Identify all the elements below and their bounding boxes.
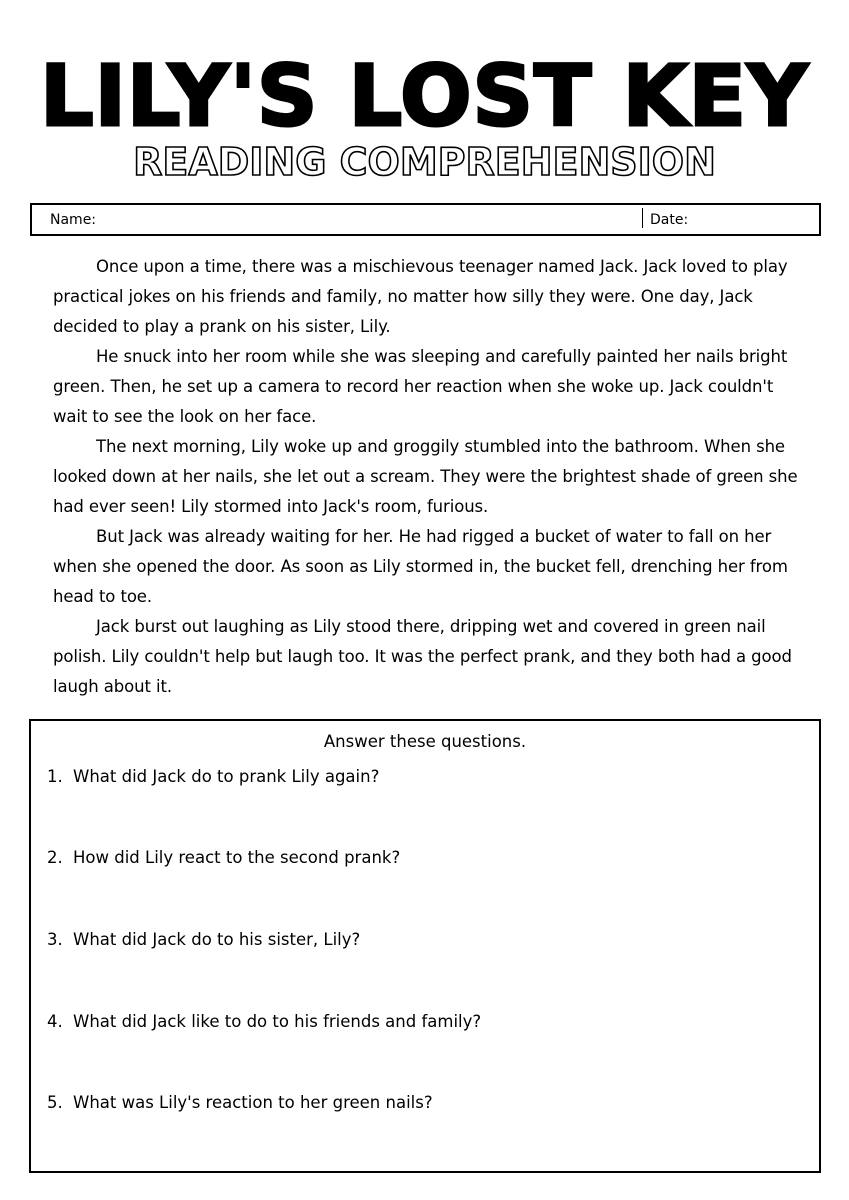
story-paragraph: He snuck into her room while she was sleeping and carefully painted her nails bright green. Then, he set up a camera to record her reaction when she woke up. Jack couldn't wait to see the look on her face. <box>53 347 788 426</box>
question-text: What did Jack like to do to his friends and family? <box>73 1012 482 1031</box>
questions-heading: Answer these questions. <box>323 732 527 751</box>
name-label: Name: <box>50 212 97 228</box>
questions-box <box>29 719 821 1173</box>
date-label: Date: <box>650 212 689 228</box>
question-item <box>47 929 360 951</box>
question-text: How did Lily react to the second prank? <box>73 848 401 867</box>
question-number: 5. <box>47 1093 63 1112</box>
question-item <box>47 1011 481 1033</box>
question-text: What did Jack do to his sister, Lily? <box>73 930 361 949</box>
story-paragraph: The next morning, Lily woke up and groggily stumbled into the bathroom. When she looked down at her nails, she let out a scream. They were the brightest shade of green she had ever seen! Lily stormed into Jack's room, furious. <box>53 437 798 516</box>
name-date-divider <box>642 208 643 228</box>
question-item <box>47 1092 433 1114</box>
question-item <box>47 766 379 788</box>
story-text <box>53 252 799 702</box>
student-info-box <box>30 203 821 236</box>
story-paragraph: Jack burst out laughing as Lily stood there, dripping wet and covered in green nail polish. Lily couldn't help but laugh too. It was the perfect prank, and they both had a good laugh about it. <box>53 617 792 696</box>
question-number: 4. <box>47 1012 63 1031</box>
worksheet-subtitle: READING COMPREHENSION <box>133 140 716 184</box>
question-text: What was Lily's reaction to her green nails? <box>73 1093 433 1112</box>
question-number: 1. <box>47 767 63 786</box>
question-text: What did Jack do to prank Lily again? <box>73 767 380 786</box>
worksheet-title: LILY'S LOST KEY <box>40 47 809 145</box>
story-paragraph: Once upon a time, there was a mischievous teenager named Jack. Jack loved to play practical jokes on his friends and family, no matter how silly they were. One day, Jack decided to play a prank on his sister, Lily. <box>53 257 788 336</box>
question-number: 2. <box>47 848 63 867</box>
question-number: 3. <box>47 930 63 949</box>
question-item <box>47 847 400 869</box>
story-paragraph: But Jack was already waiting for her. He had rigged a bucket of water to fall on her when she opened the door. As soon as Lily stormed in, the bucket fell, drenching her from head to toe. <box>53 527 788 606</box>
